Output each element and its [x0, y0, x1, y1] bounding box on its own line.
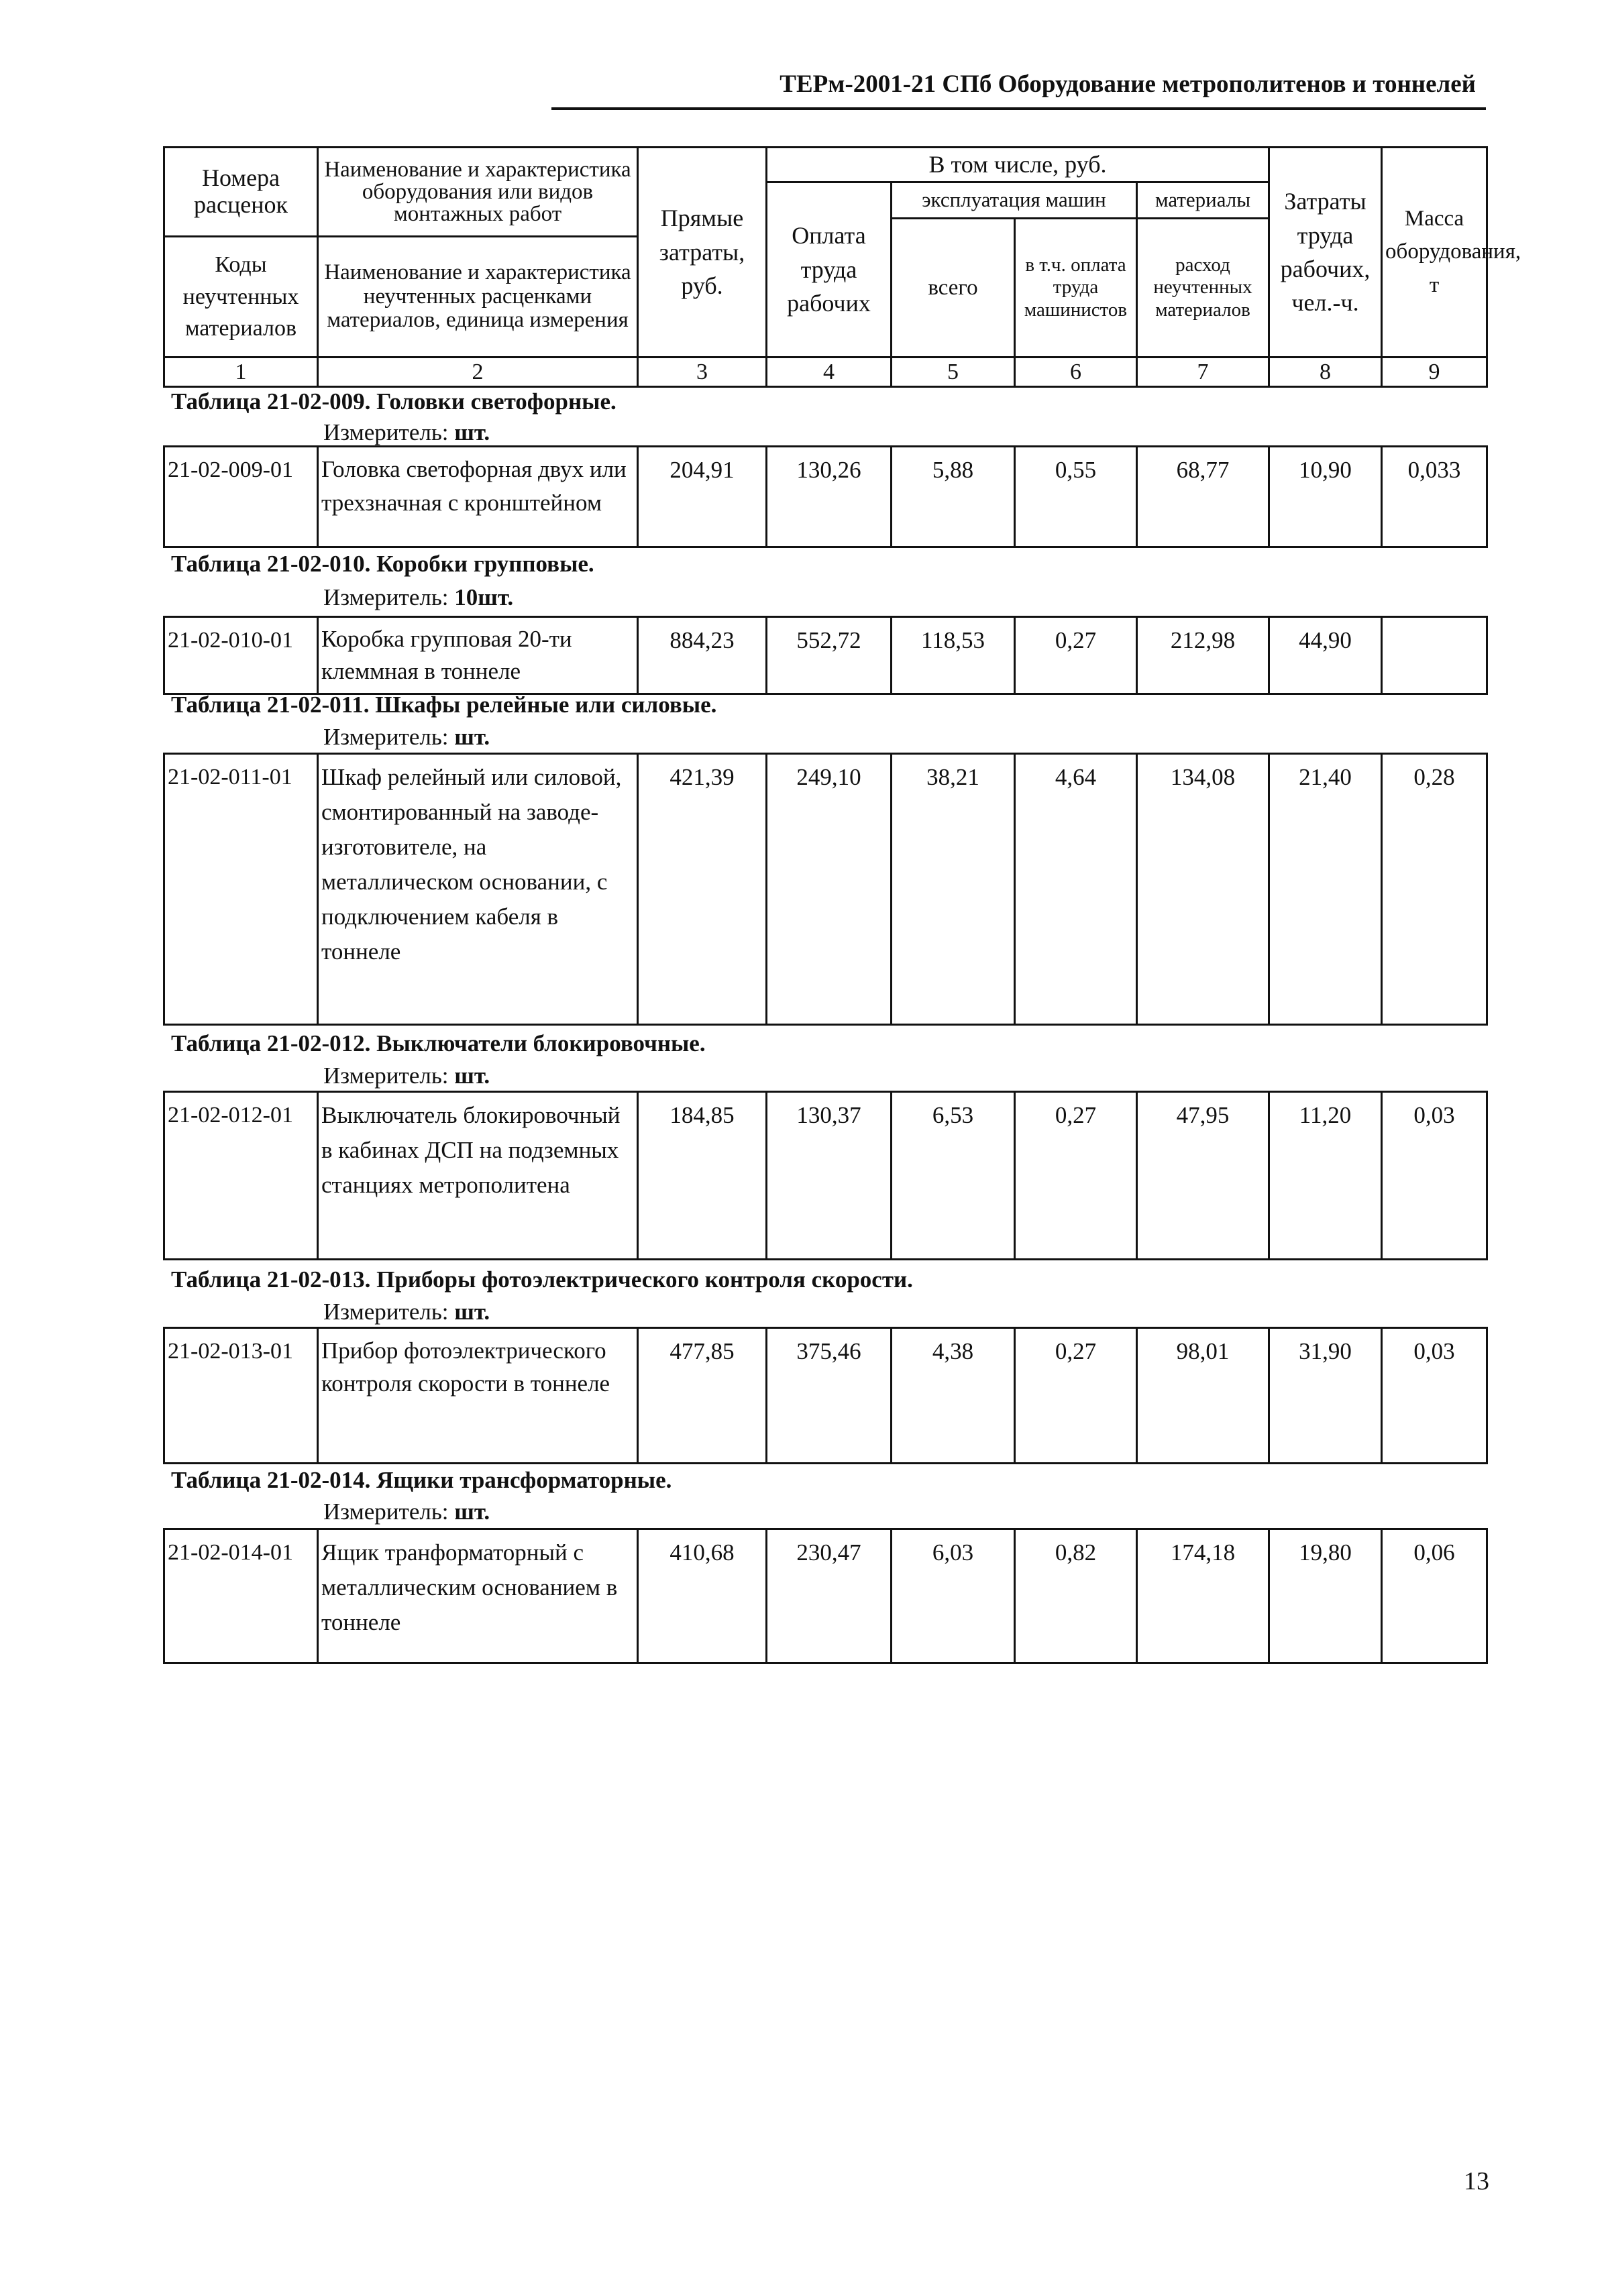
- direct-costs: 884,23: [638, 617, 767, 694]
- header-number: 2: [318, 358, 638, 387]
- operator-pay: 0,27: [1015, 1328, 1137, 1464]
- header-operator-pay: в т.ч. оплата труда машинистов: [1015, 219, 1137, 358]
- header-machine-operation: эксплуатация машин: [892, 182, 1137, 219]
- header-number: 6: [1015, 358, 1137, 387]
- work-name: Прибор фотоэлектрического контроля скорости в тоннеле: [318, 1328, 638, 1464]
- machines-total: 38,21: [892, 754, 1015, 1025]
- table-row: [164, 1092, 1487, 1260]
- data-table: [163, 1528, 1488, 1664]
- section-measure: [323, 1298, 490, 1326]
- operator-pay: 0,27: [1015, 1092, 1137, 1260]
- equipment-mass: [1382, 617, 1487, 694]
- labor-hours: 21,40: [1269, 754, 1382, 1025]
- header-worker-pay: Оплата труда рабочих: [767, 182, 892, 358]
- section-measure: [323, 1062, 490, 1090]
- measure-label: Измеритель:: [323, 724, 449, 750]
- rate-code: 21-02-010-01: [164, 617, 318, 694]
- work-name: Коробка групповая 20-ти клеммная в тоннеле: [318, 617, 638, 694]
- rate-code: 21-02-011-01: [164, 754, 318, 1025]
- header-including: В том числе, руб.: [767, 148, 1269, 182]
- header-direct-costs: Прямые затраты, руб.: [638, 148, 767, 358]
- operator-pay: 0,82: [1015, 1529, 1137, 1663]
- section-measure: [323, 584, 513, 612]
- labor-hours: 19,80: [1269, 1529, 1382, 1663]
- measure-label: Измеритель:: [323, 1299, 449, 1325]
- worker-pay: 249,10: [767, 754, 892, 1025]
- measure-label: Измеритель:: [323, 1498, 449, 1525]
- equipment-mass: 0,28: [1382, 754, 1487, 1025]
- direct-costs: 410,68: [638, 1529, 767, 1663]
- direct-costs: 204,91: [638, 447, 767, 547]
- machines-total: 4,38: [892, 1328, 1015, 1464]
- labor-hours: 44,90: [1269, 617, 1382, 694]
- header-material-codes: Коды неучтенных материалов: [164, 237, 318, 358]
- data-table: [163, 1091, 1488, 1260]
- worker-pay: 552,72: [767, 617, 892, 694]
- work-name: Выключатель блокировочный в кабинах ДСП на подземных станциях метрополитена: [318, 1092, 638, 1260]
- rate-code: 21-02-014-01: [164, 1529, 318, 1663]
- header-number: 9: [1382, 358, 1487, 387]
- labor-hours: 31,90: [1269, 1328, 1382, 1464]
- page-number: 13: [1464, 2167, 1489, 2195]
- worker-pay: 375,46: [767, 1328, 892, 1464]
- table-row: [164, 1328, 1487, 1464]
- machines-total: 6,53: [892, 1092, 1015, 1260]
- measure-unit: шт.: [454, 1498, 490, 1525]
- section-title: Таблица 21-02-010. Коробки групповые.: [171, 551, 594, 577]
- worker-pay: 230,47: [767, 1529, 892, 1663]
- worker-pay: 130,37: [767, 1092, 892, 1260]
- materials-cost: 212,98: [1137, 617, 1269, 694]
- title-underline: [551, 107, 1486, 110]
- data-table: [163, 616, 1488, 695]
- equipment-mass: 0,033: [1382, 447, 1487, 547]
- equipment-mass: 0,06: [1382, 1529, 1487, 1663]
- header-number: 8: [1269, 358, 1382, 387]
- direct-costs: 184,85: [638, 1092, 767, 1260]
- rate-code: 21-02-012-01: [164, 1092, 318, 1260]
- header-number: 7: [1137, 358, 1269, 387]
- header-material-name: Наименование и характеристика неучтенных расценками материалов, единица измерения: [318, 237, 638, 358]
- section-title: Таблица 21-02-011. Шкафы релейные или силовые.: [171, 692, 717, 718]
- measure-unit: шт.: [454, 1062, 490, 1089]
- measure-unit: 10шт.: [454, 584, 514, 610]
- direct-costs: 421,39: [638, 754, 767, 1025]
- table-row: [164, 447, 1487, 547]
- measure-label: Измеритель:: [323, 584, 449, 610]
- header-number: 1: [164, 358, 318, 387]
- section-title: Таблица 21-02-012. Выключатели блокировочные.: [171, 1030, 706, 1056]
- header-number: 3: [638, 358, 767, 387]
- header-work-name: Наименование и характеристика оборудования или видов монтажных работ: [318, 148, 638, 237]
- header-labor-hours: Затраты труда рабочих, чел.-ч.: [1269, 148, 1382, 358]
- measure-unit: шт.: [454, 1299, 490, 1325]
- materials-cost: 68,77: [1137, 447, 1269, 547]
- header-materials: материалы: [1137, 182, 1269, 219]
- work-name: Головка светофорная двух или трехзначная с кронштейном: [318, 447, 638, 547]
- equipment-mass: 0,03: [1382, 1328, 1487, 1464]
- machines-total: 6,03: [892, 1529, 1015, 1663]
- header-machines-total: всего: [892, 219, 1015, 358]
- section-measure: [323, 1498, 490, 1526]
- header-equipment-mass: Масса оборудования, т: [1382, 148, 1487, 358]
- rate-code: 21-02-013-01: [164, 1328, 318, 1464]
- column-header-table: [163, 146, 1521, 388]
- equipment-mass: 0,03: [1382, 1092, 1487, 1260]
- worker-pay: 130,26: [767, 447, 892, 547]
- materials-cost: 98,01: [1137, 1328, 1269, 1464]
- section-measure: [323, 419, 490, 447]
- machines-total: 5,88: [892, 447, 1015, 547]
- data-table: [163, 1327, 1488, 1464]
- data-table: [163, 753, 1488, 1026]
- data-table: [163, 445, 1488, 548]
- labor-hours: 11,20: [1269, 1092, 1382, 1260]
- materials-cost: 47,95: [1137, 1092, 1269, 1260]
- work-name: Шкаф релейный или силовой, смонтированный на заводе-изготовителе, на металлическом основании, с подключением кабеля в тоннеле: [318, 754, 638, 1025]
- measure-unit: шт.: [454, 724, 490, 750]
- document-title: ТЕРм-2001-21 СПб Оборудование метрополитенов и тоннелей: [780, 70, 1476, 98]
- section-measure: [323, 723, 490, 751]
- header-number: 5: [892, 358, 1015, 387]
- labor-hours: 10,90: [1269, 447, 1382, 547]
- table-row: [164, 617, 1487, 694]
- header-rate-numbers: Номера расценок: [164, 148, 318, 237]
- measure-unit: шт.: [454, 419, 490, 445]
- operator-pay: 0,27: [1015, 617, 1137, 694]
- materials-cost: 134,08: [1137, 754, 1269, 1025]
- section-title: Таблица 21-02-014. Ящики трансформаторные.: [171, 1467, 672, 1493]
- section-title: Таблица 21-02-009. Головки светофорные.: [171, 388, 616, 415]
- header-unaccounted-materials: расход неучтенных материалов: [1137, 219, 1269, 358]
- table-row: [164, 754, 1487, 1025]
- measure-label: Измеритель:: [323, 419, 449, 445]
- section-title: Таблица 21-02-013. Приборы фотоэлектрического контроля скорости.: [171, 1266, 913, 1293]
- work-name: Ящик транформаторный с металлическим основанием в тоннеле: [318, 1529, 638, 1663]
- rate-code: 21-02-009-01: [164, 447, 318, 547]
- machines-total: 118,53: [892, 617, 1015, 694]
- table-row: [164, 1529, 1487, 1663]
- measure-label: Измеритель:: [323, 1062, 449, 1089]
- header-number: 4: [767, 358, 892, 387]
- materials-cost: 174,18: [1137, 1529, 1269, 1663]
- operator-pay: 4,64: [1015, 754, 1137, 1025]
- direct-costs: 477,85: [638, 1328, 767, 1464]
- operator-pay: 0,55: [1015, 447, 1137, 547]
